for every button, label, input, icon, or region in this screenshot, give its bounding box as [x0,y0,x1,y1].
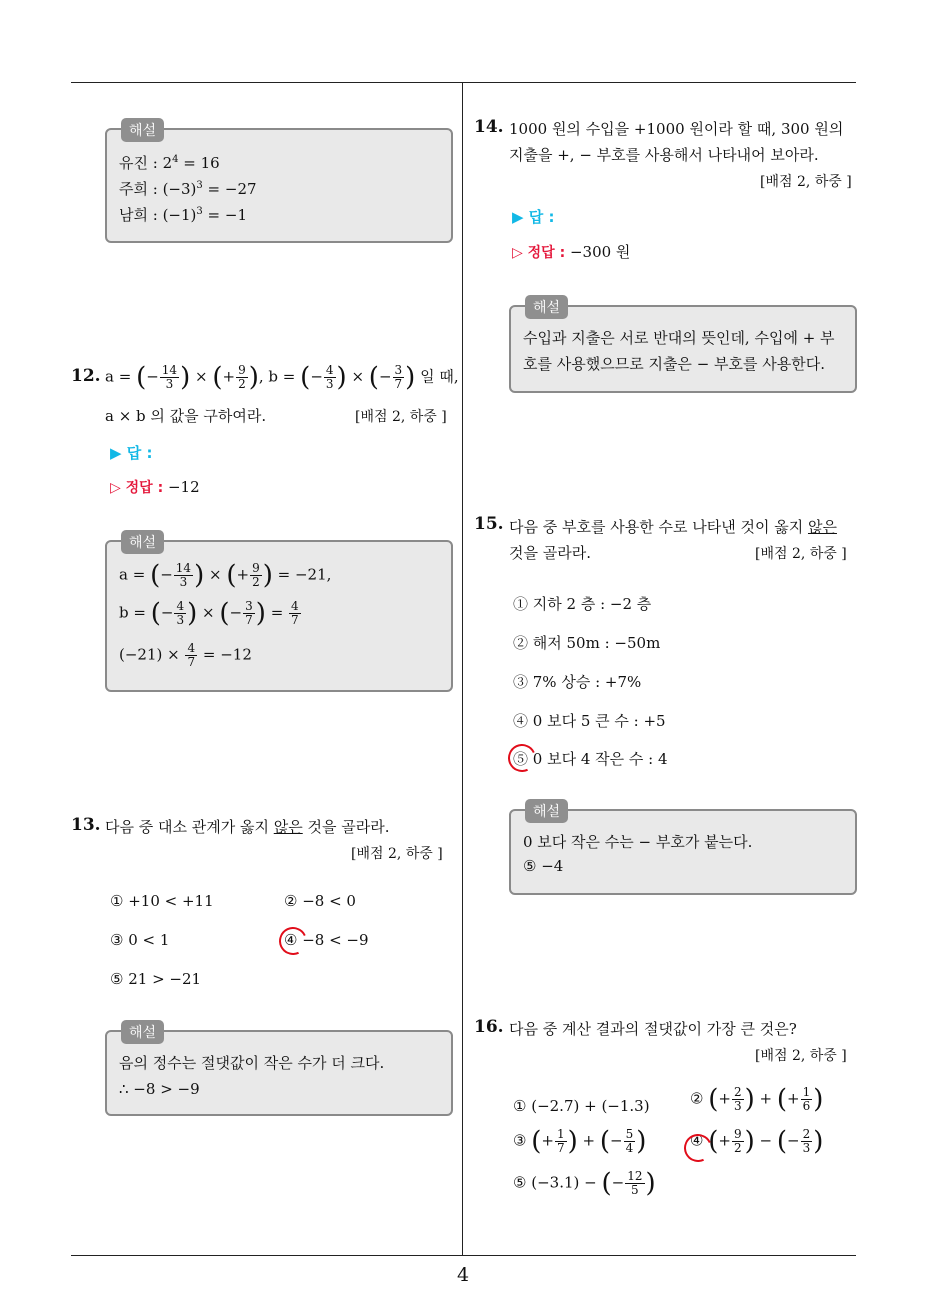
q13-option-5[interactable]: ⑤ 21 > −21 [110,970,202,988]
q15-option-5[interactable]: ⑤ 0 보다 4 작은 수 : 4 [513,750,668,768]
q16-statement: 다음 중 계산 결과의 절댓값이 가장 큰 것은? [509,1020,797,1038]
q14-number: 14. [474,117,504,137]
q15-sol-line-1: 0 보다 작은 수는 − 부호가 붙는다. [523,833,753,851]
q12-solution-box: 해설 a = (− $\frac{14}{3}$ ) × (+ $\frac{9}{2}$ ) = −21, b = (− $\frac{4}{3}$ ) × (− $\frac{3}{7}$ ) = $\frac{4}{7}$ (−21) × $\frac{4}{7}$ = −12 [105,540,453,692]
q14-sol-line-1: 수입과 지출은 서로 반대의 뜻인데, 수입에 + 부 [523,329,835,347]
q14-meta: [배점 2, 하중 ] [760,174,852,190]
q12-sol-line-2: b = (− $\frac{4}{3}$ ) × (− $\frac{3}{7}$ ) = $\frac{4}{7}$ [119,598,299,629]
q13-option-4[interactable]: ④ −8 < −9 [284,931,369,949]
q11-line-1: 유진 : $2^4 = 16$ [119,154,220,172]
q15-option-1[interactable]: ① 지하 2 층 : −2 층 [513,595,652,613]
q13-sol-line-1: 음의 정수는 절댓값이 작은 수가 더 크다. [119,1054,385,1072]
q12-answer-label: ▶ 답 : [110,444,153,462]
q15-sol-line-2: ⑤ −4 [523,857,564,875]
q14-line-1: 1000 원의 수입을 +1000 원이라 할 때, 300 원의 [509,120,844,138]
q14-sol-line-2: 호를 사용했으므로 지출은 − 부호를 사용한다. [523,355,825,373]
q16-meta: [배점 2, 하중 ] [755,1048,847,1064]
q15-number: 15. [474,514,504,534]
q13-solution-box: 해설 음의 정수는 절댓값이 작은 수가 더 크다. ∴ −8 > −9 [105,1030,453,1116]
solution-tag: 해설 [121,118,164,142]
q15-option-2[interactable]: ② 해저 50m : −50m [513,634,661,652]
bottom-rule [71,1255,856,1256]
q13-meta: [배점 2, 하중 ] [351,846,443,862]
q16-option-1[interactable]: ① (−2.7) + (−1.3) [513,1097,650,1115]
q16-number: 16. [474,1017,504,1037]
q13-option-2[interactable]: ② −8 < 0 [284,892,356,910]
q14-solution-box: 해설 수입과 지출은 서로 반대의 뜻인데, 수입에 + 부 호를 사용했으므로 지출은 − 부호를 사용한다. [509,305,857,393]
q12-line-2: a × b 의 값을 구하여라. [105,407,267,425]
q16-option-4[interactable]: ④ (+ $\frac{9}{2}$ ) − (− $\frac{2}{3}$ ) [690,1126,824,1157]
q14-answer-label: ▶ 답 : [512,208,555,226]
q12-number: 12. [71,366,101,386]
column-divider [462,83,463,1255]
q11-solution-box [105,123,453,243]
q16-option-5[interactable]: ⑤ (−3.1) − (− $\frac{12}{5}$ ) [513,1168,656,1199]
q14-line-2: 지출을 +, − 부호를 사용해서 나타내어 보아라. [509,146,819,164]
q13-answer-mark [275,923,311,959]
q15-line-1: 다음 중 부호를 사용한 수로 나타낸 것이 옳지 않은 [509,518,837,536]
q14-correct-answer: ▷ 정답 : −300 원 [512,243,631,261]
top-rule [71,82,856,83]
q12-correct-answer: ▷ 정답 : −12 [110,478,200,496]
q13-number: 13. [71,815,101,835]
q13-option-1[interactable]: ① +10 < +11 [110,892,214,910]
q12-sol-line-3: (−21) × $\frac{4}{7}$ = −12 [119,641,252,670]
q15-answer-mark [504,740,540,776]
q15-line-2: 것을 골라라. [509,544,591,562]
q15-option-3[interactable]: ③ 7% 상승 : +7% [513,673,642,691]
q16-option-3[interactable]: ③ (+ $\frac{1}{7}$ ) + (− $\frac{5}{4}$ ) [513,1126,647,1157]
q16-option-2[interactable]: ② (+ $\frac{2}{3}$ ) + (+ $\frac{1}{6}$ ) [690,1084,824,1115]
q12-statement: a = (− $\frac{14}{3}$ ) × (+ $\frac{9}{2}$ ), b = (− $\frac{4}{3}$ ) × (− $\frac{3}{7}$ ) 일 때, [105,362,459,393]
q15-solution-box: 해설 0 보다 작은 수는 − 부호가 붙는다. ⑤ −4 [509,809,857,895]
q11-line-2: 주희 : $(-3)^3 = -27$ [119,180,257,198]
page-number: 4 [456,1264,470,1286]
q13-statement: 다음 중 대소 관계가 옳지 않은 것을 골라라. [105,818,390,836]
q15-option-4[interactable]: ④ 0 보다 5 큰 수 : +5 [513,712,666,730]
q13-option-3[interactable]: ③ 0 < 1 [110,931,170,949]
q13-sol-line-2: ∴ −8 > −9 [119,1080,200,1098]
q15-meta: [배점 2, 하중 ] [755,546,847,562]
q12-sol-line-1: a = (− $\frac{14}{3}$ ) × (+ $\frac{9}{2}$ ) = −21, [119,560,332,591]
q11-line-3: 남희 : $(-1)^3 = -1$ [119,206,247,224]
q12-meta: [배점 2, 하중 ] [355,409,447,425]
